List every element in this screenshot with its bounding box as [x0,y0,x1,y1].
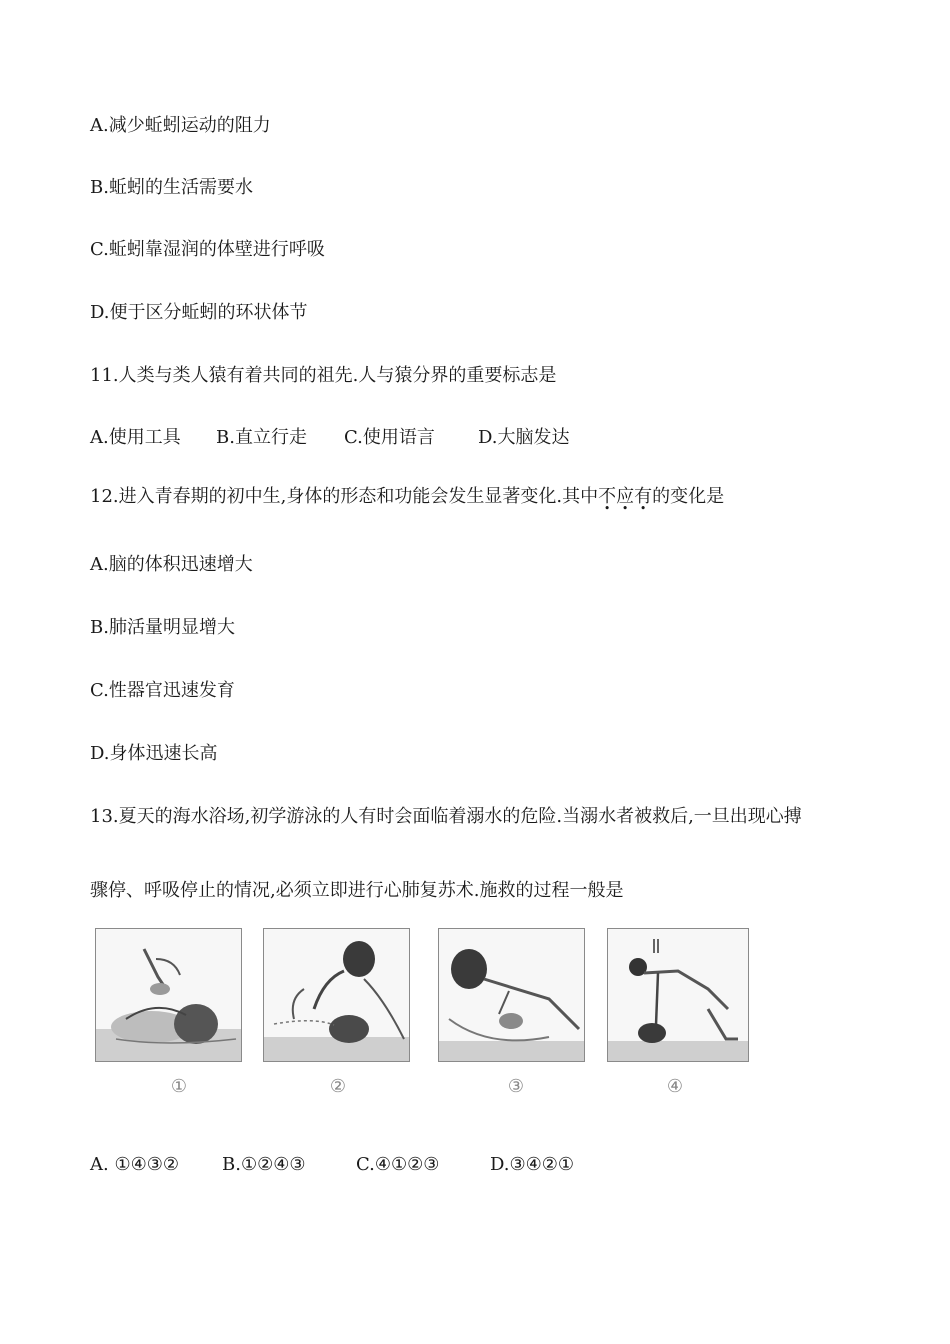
q13-options [90,1153,574,1177]
cpr-figure-3-pulse-check [438,928,585,1062]
q10-option-d: D.便于区分蚯蚓的环状体节 [90,302,308,323]
q11-option-b: B.直立行走 [216,427,307,448]
q10-option-b: B.蚯蚓的生活需要水 [90,177,253,198]
figure-label-1: ① [170,1076,188,1097]
cpr-figure-4-compressions [607,928,749,1062]
q13-stem-line1: 13.夏天的海水浴场,初学游泳的人有时会面临着溺水的危险.当溺水者被救后,一旦出现心搏 [90,806,802,827]
q11-option-c: C.使用语言 [344,427,435,448]
q13-option-b: B.①②④③ [222,1154,306,1175]
q12-option-c: C.性器官迅速发育 [90,680,235,701]
q12-option-b: B.肺活量明显增大 [90,617,235,638]
q12-emphasis-char: 应 [616,486,635,507]
q11-stem: 11.人类与类人猿有着共同的祖先.人与猿分界的重要标志是 [90,365,557,386]
q13-option-d: D.③④②① [490,1154,575,1175]
q12-option-d: D.身体迅速长高 [90,743,218,764]
q12-stem-before: 12.进入青春期的初中生,身体的形态和功能会发生显著变化.其中 [90,486,599,507]
q11-options [90,426,570,450]
q12-stem [90,485,724,509]
figure-label-2: ② [329,1076,347,1097]
q10-option-c: C.蚯蚓靠湿润的体壁进行呼吸 [90,239,325,260]
q11-option-d: D.大脑发达 [478,427,570,448]
q12-emphasis-char: 不 [598,486,617,507]
figure-label-4: ④ [666,1076,684,1097]
q11-option-a: A.使用工具 [90,427,181,448]
q13-option-a: A. ①④③② [90,1154,179,1175]
q12-option-a: A.脑的体积迅速增大 [90,554,253,575]
q13-option-c: C.④①②③ [356,1154,440,1175]
figure-label-3: ③ [507,1076,525,1097]
cpr-figure-1-airway [95,928,242,1062]
q13-stem-line2: 骤停、呼吸停止的情况,必须立即进行心肺复苏术.施救的过程一般是 [90,880,624,901]
cpr-figure-2-breathing [263,928,410,1062]
q12-emphasis-char: 有 [634,486,653,507]
q10-option-a: A.减少蚯蚓运动的阻力 [90,115,271,136]
q12-stem-after: 的变化是 [652,486,725,507]
